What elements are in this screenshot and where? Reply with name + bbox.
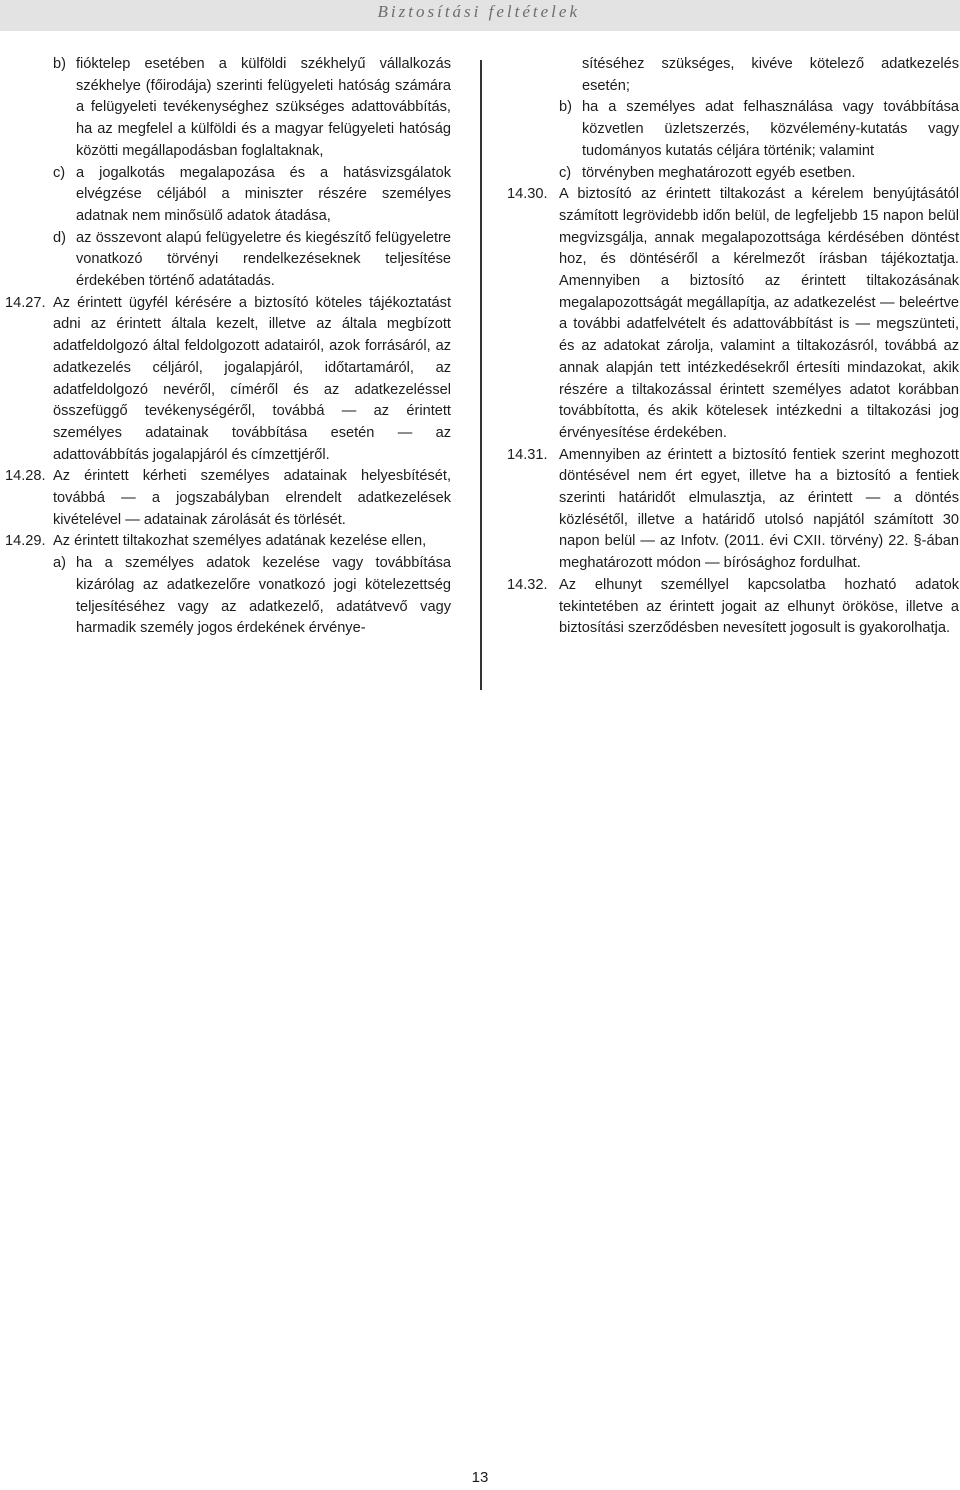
- section-14-28: [5, 466, 451, 531]
- item-text: ha a személyes adatok kezelése vagy továbbítása kizárólag az adatkezelőre vonatkozó jogi kötelezettség teljesítéséhez vagy az adatkezelő, adatátvevő vagy harmadik személy jogos érdekének érvénye-: [76, 555, 451, 637]
- item-label: d): [53, 229, 66, 246]
- sub-list: [559, 97, 959, 184]
- column-divider: [480, 60, 482, 690]
- list-item: [559, 163, 959, 185]
- page-number: 13: [471, 1469, 489, 1486]
- left-column: [5, 54, 451, 640]
- section-number: 14.31.: [507, 446, 548, 463]
- right-column: [507, 54, 959, 640]
- section-14-29: [5, 531, 451, 553]
- list-item: [53, 228, 451, 293]
- section-14-27: [5, 293, 451, 467]
- section-text: Az érintett kérheti személyes adatainak helyesbítését, továbbá — a jogszabályban elrendelt adatkezelések kivételével — adatainak zárolását és törlését.: [53, 468, 451, 528]
- section-14-31: [507, 445, 959, 575]
- section-text: Az elhunyt személlyel kapcsolatba hozható adatok tekintetében az érintett jogait az elhunyt örököse, illetve a biztosítási szerződésben nevesített jogosult is gyakorolhatja.: [559, 576, 959, 637]
- section-number: 14.32.: [507, 576, 548, 593]
- header-bar: [0, 0, 960, 31]
- item-text: törvényben meghatározott egyéb esetben.: [582, 164, 856, 181]
- list-item: [53, 54, 451, 163]
- section-14-32: [507, 575, 959, 640]
- item-label: b): [53, 56, 66, 72]
- item-label: a): [53, 555, 66, 572]
- continued-text: sítéséhez szükséges, kivéve kötelező adatkezelés esetén;: [582, 56, 959, 94]
- item-text: ha a személyes adat felhasználása vagy továbbítása közvetlen üzletszerzés, közvélemény-kutatás vagy tudományos kutatás céljára történik; valamint: [582, 99, 959, 159]
- section-number: 14.28.: [5, 468, 46, 485]
- item-label: c): [53, 164, 66, 181]
- item-text: fióktelep esetében a külföldi székhelyű vállalkozás székhelye (főirodája) szerinti felügyeleti hatóság számára a felügyeleti tevékenységhez szükséges adattovábbítás, ha az megfelel a külföldi és a magyar felügyeleti hatóság közötti megállapodásban foglaltaknak,: [76, 56, 451, 159]
- list-item: [53, 163, 451, 228]
- section-14-30: [507, 184, 959, 444]
- item-label: b): [559, 99, 572, 116]
- section-text: Amennyiben az érintett a biztosító fentiek szerint meghozott döntésével nem ért egyet, illetve ha a biztosító a fentiek szerinti határidőt elmulasztja, az érintett — a döntés közlésétől, illetve a határidő utolsó napjától számított 30 napon belül — az Infotv. (2011. évi CXII. törvény) 22. §-ában meghatározott módon — bírósághoz fordulhat.: [559, 446, 959, 572]
- section-number: 14.30.: [507, 186, 548, 203]
- item-text: a jogalkotás megalapozása és a hatásvizsgálatok elvégzése céljából a miniszter részére személyes adatnak nem minősülő adatok átadása,: [76, 164, 451, 224]
- section-text: A biztosító az érintett tiltakozást a kérelem benyújtásától számított legrövidebb időn belül, de legfeljebb 15 napon belül megvizsgálja, annak megalapozottsága kérdésében döntést hoz, és döntéséről a kérelmezőt írásban tájékoztatja. Amennyiben a biztosító az érintett tiltakozásának megalapozottságát megállapítja, az adatkezelést — beleértve a további adatfelvételt és adattovábbítást is — megszünteti, és az adatokat zárolja, valamint a tiltakozásról, továbbá az annak alapján tett intézkedésekről értesíti mindazokat, akik részére a tiltakozással érintett személyes adatot korábban továbbította, és akik kötelesek intézkedni a tiltakozási jog érvényesítése érdekében.: [559, 186, 959, 441]
- list-item: [53, 553, 451, 640]
- document-title: Biztosítási feltételek: [377, 2, 580, 21]
- item-label: c): [559, 164, 572, 181]
- section-text: Az érintett ügyfél kérésére a biztosító köteles tájékoztatást adni az érintett általa kezelt, illetve az általa megbízott adatfeldolgozó által feldolgozott adatairól, azok forrásáról, az adatkezelés céljáról, jogalapjáról, időtartamáról, az adatfeldolgozó nevéről, címéről és az adatkezeléssel összefüggő tevékenységéről, továbbá — az érintett személyes adatainak továbbítása esetén — az adattovábbítás jogalapjáról és címzettjéről.: [53, 294, 451, 463]
- section-number: 14.29.: [5, 533, 46, 550]
- list-item: [559, 97, 959, 162]
- section-number: 14.27.: [5, 294, 46, 311]
- section-text: Az érintett tiltakozhat személyes adatának kezelése ellen,: [53, 533, 427, 550]
- item-text: az összevont alapú felügyeletre és kiegészítő felügyeletre vonatkozó törvényi rendelkezéseknek teljesítése érdekében történő adatátadás.: [76, 229, 451, 290]
